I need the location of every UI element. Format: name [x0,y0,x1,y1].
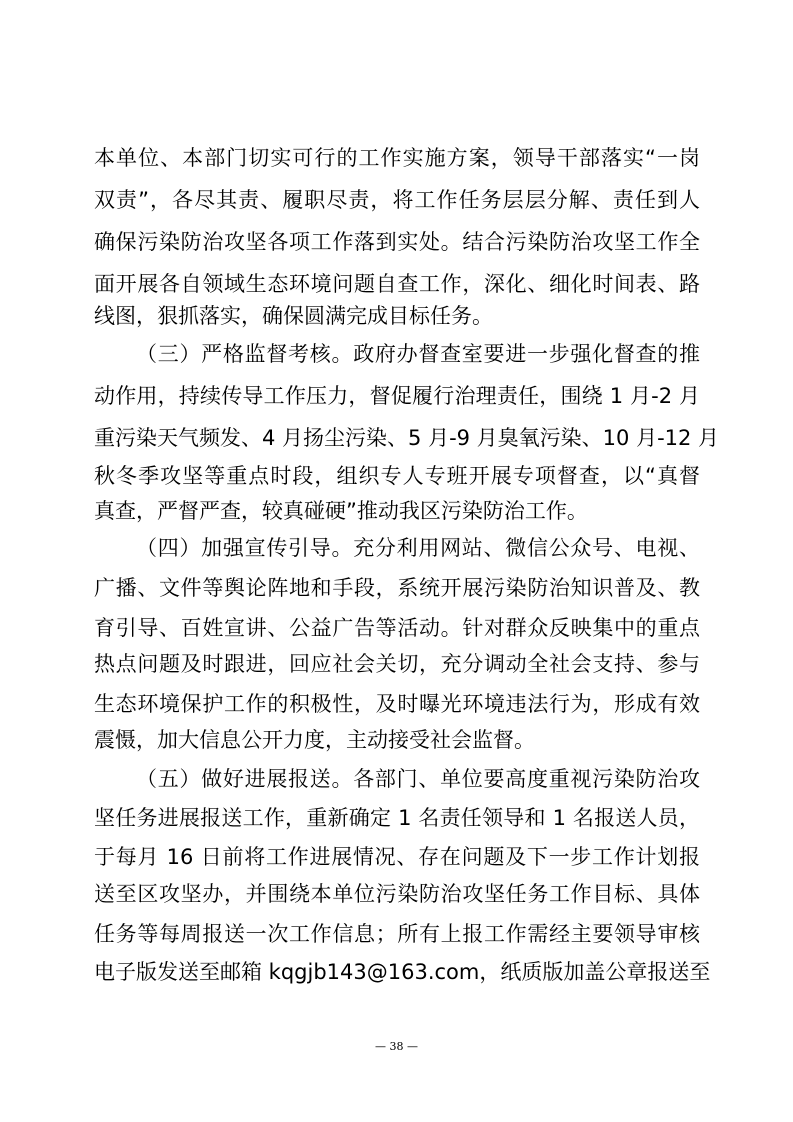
body-text-line: 育引导、百姓宣讲、公益广告等活动。针对群众反映集中的重点 [94,616,700,640]
body-text-line: 于每月 16 日前将工作进展情况、存在问题及下一步工作计划报 [94,845,700,869]
body-text-line: 生态环境保护工作的积极性，及时曝光环境违法行为，形成有效 [94,692,700,716]
body-text-line: 本单位、本部门切实可行的工作实施方案，领导干部落实“一岗 [94,146,700,170]
section-heading-line: （五）做好进展报送。各部门、单位要高度重视污染防治攻 [136,767,700,791]
body-text-line: 重污染天气频发、4 月扬尘污染、5 月-9 月臭氧污染、10 月-12 月 [94,426,720,450]
body-text-line: 秋冬季攻坚等重点时段，组织专人专班开展专项督查，以“真督 [94,464,700,488]
body-text-line: 线图，狠抓落实，确保圆满完成目标任务。 [94,304,493,328]
body-text-line: 真查，严督严查，较真碰硬”推动我区污染防治工作。 [94,499,588,523]
body-text-line: 任务等每周报送一次工作信息；所有上报工作需经主要领导审核 [94,922,700,946]
body-text-line: 确保污染防治攻坚各项工作落到实处。结合污染防治攻坚工作全 [94,230,700,254]
body-text-line: 震慑，加大信息公开力度，主动接受社会监督。 [94,728,535,752]
body-text-line: 电子版发送至邮箱 kqgjb143@163.com，纸质版加盖公章报送至 [94,960,711,984]
body-text-line: 热点问题及时跟进，回应社会关切，充分调动全社会支持、参与 [94,652,700,676]
body-text-line: 送至区攻坚办，并围绕本单位污染防治攻坚任务工作目标、具体 [94,882,700,906]
body-text-line: 坚任务进展报送工作，重新确定 1 名责任领导和 1 名报送人员， [94,806,700,830]
page-number: — 38 — [375,1040,418,1053]
body-text-line: 面开展各自领域生态环境问题自查工作，深化、细化时间表、路 [94,272,700,296]
body-text-line: 双责”，各尽其责、履职尽责，将工作任务层层分解、责任到人 [94,188,700,212]
section-heading-line: （四）加强宣传引导。充分利用网站、微信公众号、电视、 [136,536,700,560]
body-text-line: 广播、文件等舆论阵地和手段，系统开展污染防治知识普及、教 [94,576,700,600]
body-text-line: 动作用，持续传导工作压力，督促履行治理责任，围绕 1 月-2 月 [94,384,700,408]
section-heading-line: （三）严格监督考核。政府办督查室要进一步强化督查的推 [136,342,700,366]
